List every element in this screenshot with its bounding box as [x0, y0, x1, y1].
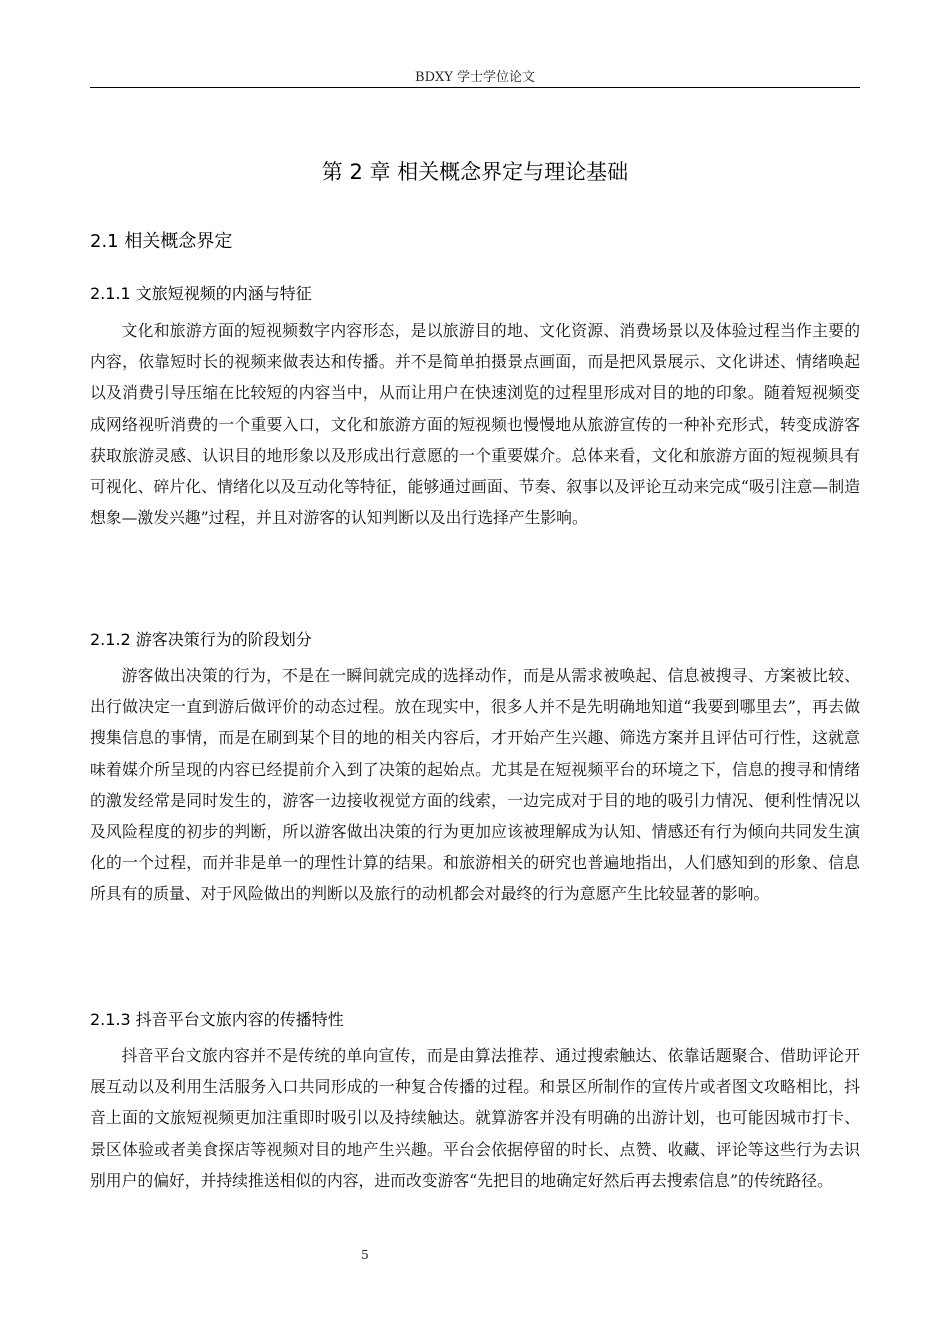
paragraph-2-1-1: 文化和旅游方面的短视频数字内容形态，是以旅游目的地、文化资源、消费场景以及体验过程当作主要的内容，依靠短时长的视频来做表达和传播。并不是简单拍摄景点画面，而是把风景展示、文化讲述、情绪唤起以及消费引导压缩在比较短的内容当中，从而让用户在快速浏览的过程里形成对目的地的印象。随着短视频变成网络视听消费的一个重要入口，文化和旅游方面的短视频也慢慢地从旅游宣传的一种补充形式，转变成游客获取旅游灵感、认识目的地形象以及形成出行意愿的一个重要媒介。总体来看，文化和旅游方面的短视频具有可视化、碎片化、情绪化以及互动化等特征，能够通过画面、节奏、叙事以及评论互动来完成“吸引注意—制造想象—激发兴趣”过程，并且对游客的认知判断以及出行选择产生影响。: [90, 321, 860, 528]
subsection-title-2-1-2: 2.1.2 游客决策行为的阶段划分: [90, 630, 312, 649]
running-header: BDXY 学士学位论文: [415, 70, 535, 85]
page-number: 5: [361, 1248, 369, 1262]
section-title: 2.1 相关概念界定: [90, 231, 233, 252]
header-divider: [90, 87, 860, 88]
paragraph-2-1-2: 游客做出决策的行为，不是在一瞬间就完成的选择动作，而是从需求被唤起、信息被搜寻、方案被比较、出行做决定一直到游后做评价的动态过程。放在现实中，很多人并不是先明确地知道“我要到哪里去”，再去做搜集信息的事情，而是在刷到某个目的地的相关内容后，才开始产生兴趣、筛选方案并且评估可行性，这就意味着媒介所呈现的内容已经提前介入到了决策的起始点。尤其是在短视频平台的环境之下，信息的搜寻和情绪的激发经常是同时发生的，游客一边接收视觉方面的线索，一边完成对于目的地的吸引力情况、便利性情况以及风险程度的初步的判断，所以游客做出决策的行为更加应该被理解成为认知、情感还有行为倾向共同发生演化的一个过程，而并非是单一的理性计算的结果。和旅游相关的研究也普遍地指出，人们感知到的形象、信息所具有的质量、对于风险做出的判断以及旅行的动机都会对最终的行为意愿产生比较显著的影响。: [90, 666, 860, 904]
subsection-title-2-1-1: 2.1.1 文旅短视频的内涵与特征: [90, 284, 312, 303]
paragraph-2-1-3: 抖音平台文旅内容并不是传统的单向宣传，而是由算法推荐、通过搜索触达、依靠话题聚合、借助评论开展互动以及利用生活服务入口共同形成的一种复合传播的过程。和景区所制作的宣传片或者图文攻略相比，抖音上面的文旅短视频更加注重即时吸引以及持续触达。就算游客并没有明确的出游计划，也可能因城市打卡、景区体验或者美食探店等视频对目的地产生兴趣。平台会依据停留的时长、点赞、收藏、评论等这些行为去识别用户的偏好，并持续推送相似的内容，进而改变游客“先把目的地确定好然后再去搜索信息”的传统路径。: [90, 1046, 860, 1190]
subsection-title-2-1-3: 2.1.3 抖音平台文旅内容的传播特性: [90, 1010, 344, 1029]
chapter-title: 第 2 章 相关概念界定与理论基础: [321, 160, 629, 184]
